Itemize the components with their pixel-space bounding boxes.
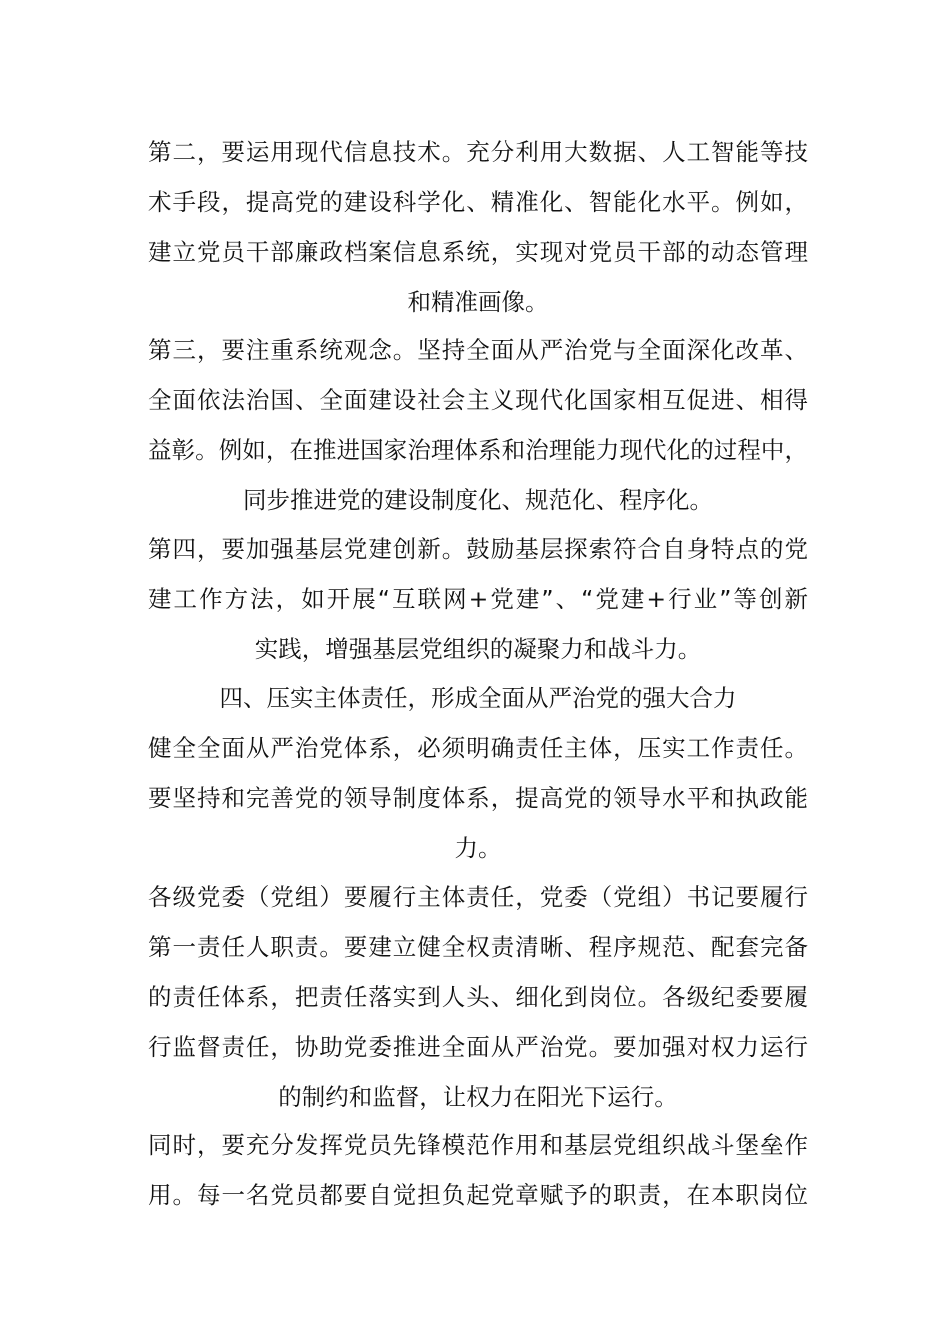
paragraph-modern-technology <box>148 127 808 327</box>
text-line: 第四，要加强基层党建创新。鼓励基层探索符合自身特点的党 <box>148 535 808 563</box>
paragraph-responsibility-system <box>148 723 808 873</box>
text-line: 全面依法治国、全面建设社会主义现代化国家相互促进、相得 <box>148 386 808 414</box>
text-line: 益彰。例如，在推进国家治理体系和治理能力现代化的过程中， <box>148 436 808 464</box>
section-heading <box>148 673 808 723</box>
text-line: 实践，增强基层党组织的凝聚力和战斗力。 <box>254 635 702 663</box>
text-line: 第二，要运用现代信息技术。充分利用大数据、人工智能等技 <box>148 138 808 166</box>
text-line: 建工作方法，如开展“互联网+党建”、“党建+行业”等创新 <box>148 585 808 613</box>
paragraph-party-committee <box>148 872 808 1122</box>
text-line: 同时，要充分发挥党员先锋模范作用和基层党组织战斗堡垒作 <box>148 1131 808 1159</box>
text-line: 的责任体系，把责任落实到人头、细化到岗位。各级纪委要履 <box>148 983 808 1011</box>
text-line: 行监督责任，协助党委推进全面从严治党。要加强对权力运行 <box>148 1033 808 1061</box>
section-heading-text: 四、压实主体责任，形成全面从严治党的强大合力 <box>219 684 737 712</box>
text-line: 建立党员干部廉政档案信息系统，实现对党员干部的动态管理 <box>148 238 808 266</box>
text-line: 第一责任人职责。要建立健全权责清晰、程序规范、配套完备 <box>148 933 808 961</box>
text-line: 要坚持和完善党的领导制度体系，提高党的领导水平和执政能 <box>148 784 808 812</box>
text-line: 各级党委（党组）要履行主体责任，党委（党组）书记要履行 <box>148 883 808 911</box>
text-line: 术手段，提高党的建设科学化、精准化、智能化水平。例如， <box>148 188 808 216</box>
paragraph-party-members <box>148 1120 808 1220</box>
text-line: 的制约和监督，让权力在阳光下运行。 <box>278 1083 678 1111</box>
paragraph-grassroots-innovation <box>148 524 808 674</box>
text-line: 和精准画像。 <box>407 288 549 316</box>
text-line: 健全全面从严治党体系，必须明确责任主体，压实工作责任。 <box>148 734 808 762</box>
text-line: 用。每一名党员都要自觉担负起党章赋予的职责，在本职岗位 <box>148 1181 808 1209</box>
text-line: 同步推进党的建设制度化、规范化、程序化。 <box>243 486 713 514</box>
paragraph-system-concept <box>148 325 808 525</box>
text-line: 第三，要注重系统观念。坚持全面从严治党与全面深化改革、 <box>148 336 808 364</box>
text-line: 力。 <box>454 834 502 862</box>
